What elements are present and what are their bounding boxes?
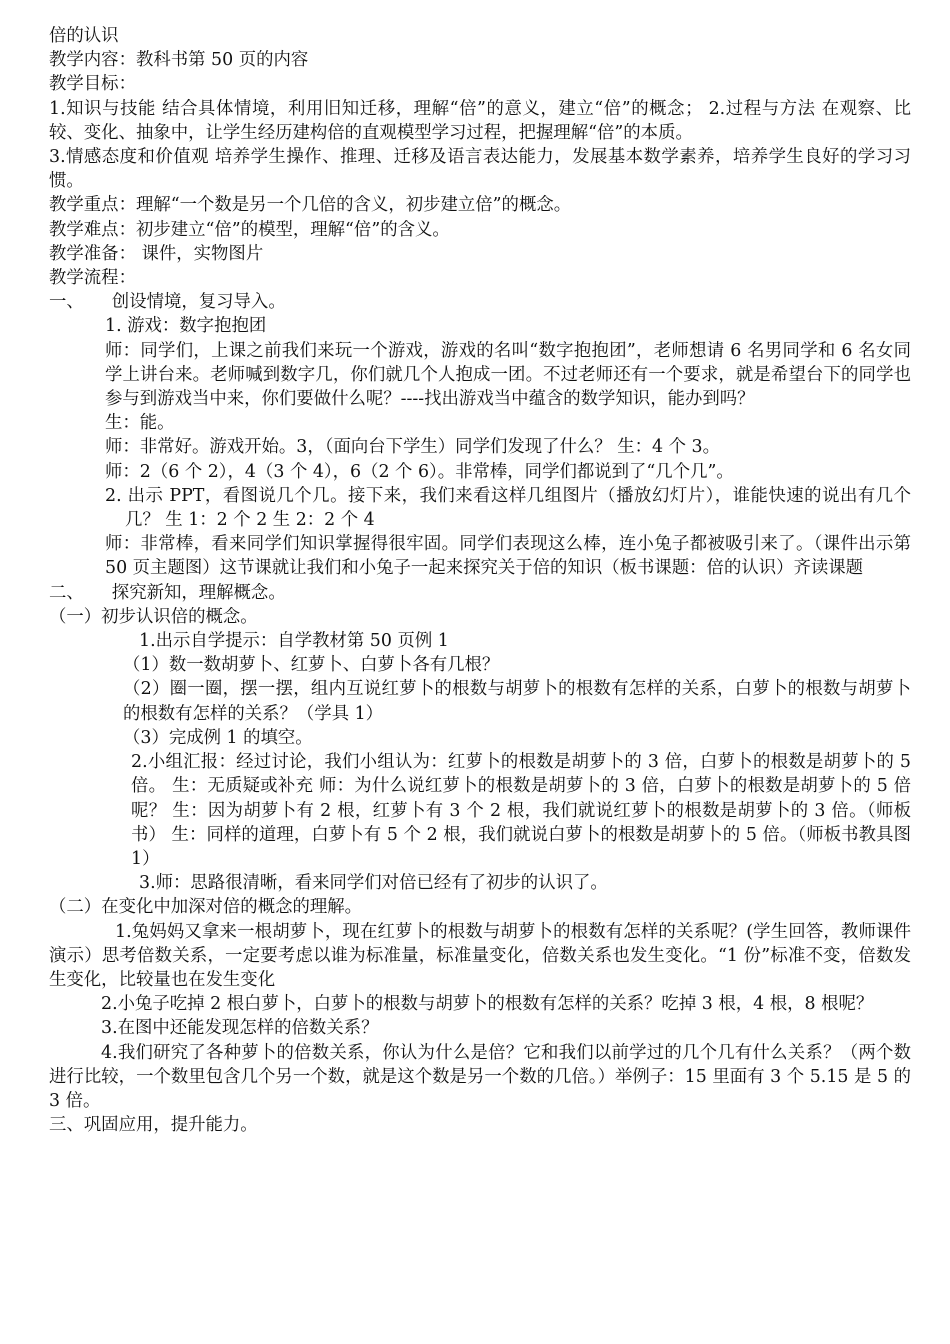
change-item-1: 1.兔妈妈又拿来一根胡萝卜，现在红萝卜的根数与胡萝卜的根数有怎样的关系呢？(学生回答，教师课件演示）思考倍数关系，一定要考虑以谁为标准量，标准量变化，倍数关系也发生变化。“1 份”标准不变，倍数发生变化，比较量也在发生变化 xyxy=(49,921,911,990)
section-2-number: 二、 xyxy=(49,582,84,603)
teacher-summary: 3.师：思路很清晰，看来同学们对倍已经有了初步的认识了。 xyxy=(139,873,608,894)
section-2-title: 探究新知，理解概念。 xyxy=(111,582,286,603)
teacher-examples: 师：2（6 个 2），4（3 个 4），6（2 个 6）。非常棒，同学们都说到了“几个几”。 xyxy=(105,461,734,482)
goal-knowledge: 1.知识与技能 结合具体情境，利用旧知迁移，理解“倍”的意义，建立“倍”的概念； 2.过程与方法 在观察、比较、变化、抽象中，让学生经历建构倍的直观模型学习过程，把握理解“倍”的本质。 xyxy=(49,98,911,143)
section-1-heading xyxy=(49,290,911,314)
question-2: （2）圈一圈，摆一摆，组内互说红萝卜的根数与胡萝卜的根数有怎样的关系，白萝卜的根数与胡萝卜的根数有怎样的关系？（学具 1） xyxy=(123,679,911,724)
group-report: 2.小组汇报：经过讨论，我们小组认为：红萝卜的根数是胡萝卜的 3 倍，白萝卜的根数是胡萝卜的 5 倍。 生：无质疑或补充 师：为什么说红萝卜的根数是胡萝卜的 3 倍，白萝卜的根数是胡萝卜的 5 倍呢？ 生：因为胡萝卜有 2 根，红萝卜有 3 个 2 根，我们就说红萝卜的根数是胡萝卜的 3 倍。（师板书） 生：同样的道理，白萝卜有 5 个 2 根，我们就说白萝卜的根数是胡萝卜的 5 倍。（师板书教具图 1） xyxy=(131,752,911,869)
self-study-hint: 1.出示自学提示：自学教材第 50 页例 1 xyxy=(139,631,449,652)
section-3-heading: 三、巩固应用，提升能力。 xyxy=(49,1115,258,1136)
preparation: 教学准备： 课件，实物图片 xyxy=(49,243,264,264)
section-1-number: 一、 xyxy=(49,292,84,313)
section-2-heading xyxy=(49,581,911,605)
doc-title: 倍的认识 xyxy=(49,26,119,46)
key-point: 教学重点：理解“一个数是另一个几倍的含义，初步建立倍”的概念。 xyxy=(49,195,572,216)
teacher-intro: 师：同学们，上课之前我们来玩一个游戏，游戏的名叫“数字抱抱团”，老师想请 6 名男同学和 6 名女同学上讲台来。老师喊到数字几，你们就几个人抱成一团。不过老师还有一个要求，就是希望台下的同学也参与到游戏当中来，你们要做什么呢？----找出游戏当中蕴含的数学知识，能办到吗？ xyxy=(105,340,911,410)
game-title: 1. 游戏：数字抱抱团 xyxy=(105,316,267,337)
document-page xyxy=(49,24,911,1137)
subsection-2: （二）在变化中加深对倍的概念的理解。 xyxy=(49,897,363,918)
teaching-content: 教学内容：教科书第 50 页的内容 xyxy=(49,50,309,71)
goals-label: 教学目标： xyxy=(49,74,136,95)
subsection-1: （一）初步认识倍的概念。 xyxy=(49,606,258,627)
question-3: （3）完成例 1 的填空。 xyxy=(123,727,313,748)
goal-attitude: 3.情感态度和价值观 培养学生操作、推理、迁移及语言表达能力，发展基本数学素养，培养学生良好的学习习惯。 xyxy=(49,147,911,192)
question-1: （1）数一数胡萝卜、红萝卜、白萝卜各有几根？ xyxy=(123,655,500,676)
change-item-2: 2.小兔子吃掉 2 根白萝卜，白萝卜的根数与胡萝卜的根数有怎样的关系？吃掉 3 根，4 根，8 根呢？ xyxy=(101,994,874,1015)
teacher-game-start: 师：非常好。游戏开始。3，（面向台下学生）同学们发现了什么？ 生：4 个 3。 xyxy=(105,437,720,458)
teacher-transition: 师：非常棒，看来同学们知识掌握得很牢固。同学们表现这么棒，连小兔子都被吸引来了。（课件出示第 50 页主题图）这节课就让我们和小兔子一起来探究关于倍的知识（板书课题：倍的认识）齐读课题 xyxy=(105,534,911,579)
change-item-3: 3.在图中还能发现怎样的倍数关系？ xyxy=(101,1018,379,1039)
difficult-point: 教学难点：初步建立“倍”的模型，理解“倍”的含义。 xyxy=(49,219,450,240)
process-label: 教学流程： xyxy=(49,268,136,289)
student-reply: 生：能。 xyxy=(105,413,175,434)
change-item-4: 4.我们研究了各种萝卜的倍数关系，你认为什么是倍？它和我们以前学过的几个几有什么关系？（两个数进行比较，一个数里包含几个另一个数，就是这个数是另一个数的几倍。）举例子：15 里面有 3 个 5.15 是 5 的 3 倍。 xyxy=(49,1042,911,1111)
ppt-activity: 2. 出示 PPT，看图说几个几。接下来，我们来看这样几组图片（播放幻灯片），谁能快速的说出有几个几？ 生 1：2 个 2 生 2：2 个 4 xyxy=(105,485,911,531)
section-1-title: 创设情境，复习导入。 xyxy=(111,292,286,313)
